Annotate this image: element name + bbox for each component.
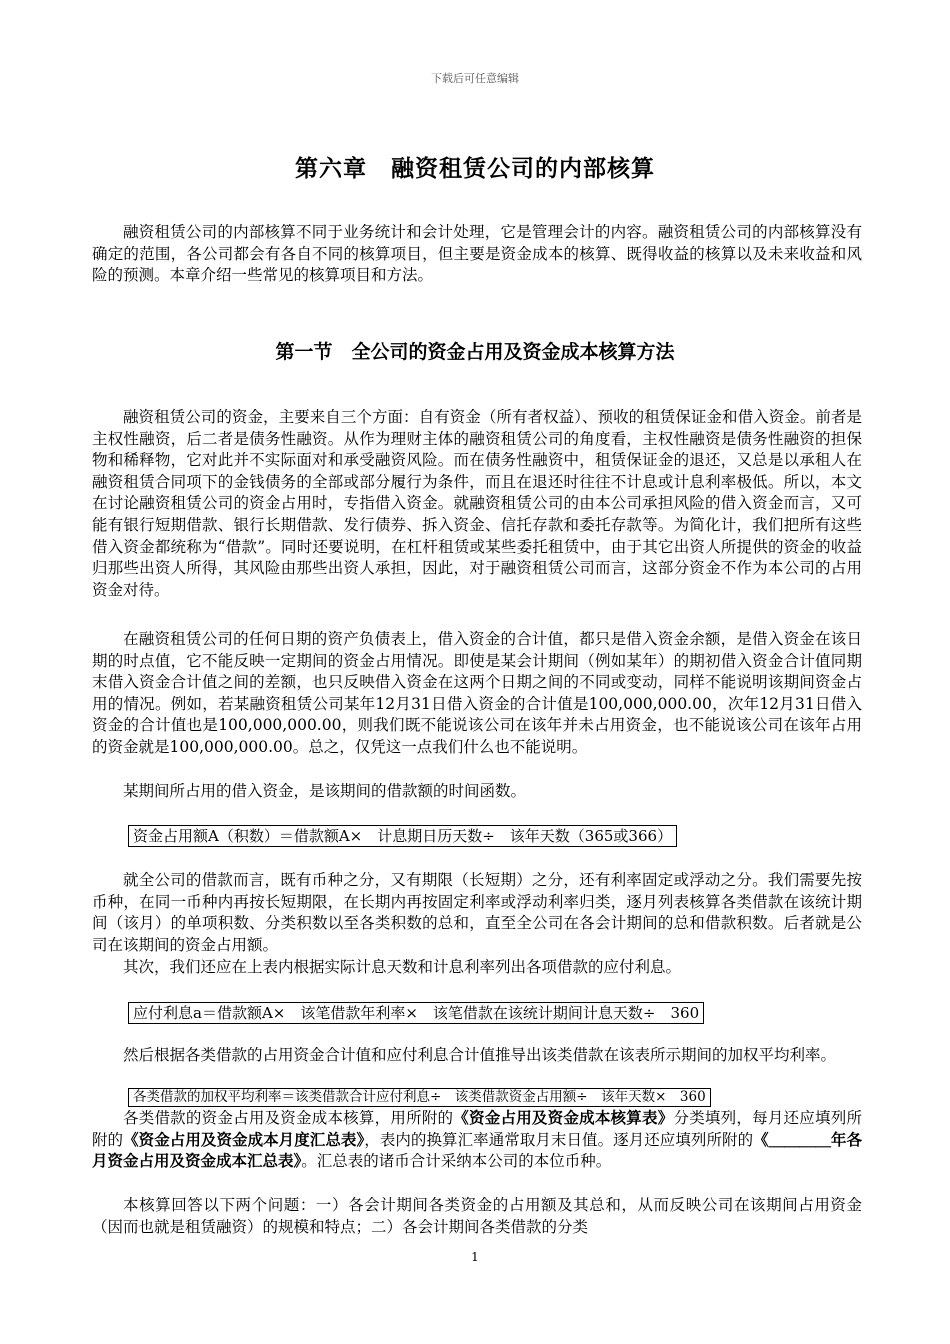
report-text-2: 分类填列，每月还应填列所附的 xyxy=(92,1109,862,1149)
formula-interest-payable: 应付利息a＝借款额A× 该笔借款年利率× 该笔借款在该统计期间计息天数÷ 360 xyxy=(128,1002,704,1024)
paragraph-weighted-rate: 然后根据各类借款的占用资金合计值和应付利息合计值推导出该类借款在该表所示期间的加权平均利率。 xyxy=(123,1046,837,1064)
paragraph-report-tables xyxy=(92,1108,862,1173)
report-text-1: 各类借款的资金占用及资金成本核算，用所附的 xyxy=(123,1109,454,1127)
formula-weighted-average-rate: 各类借款的加权平均利率＝该类借款合计应付利息÷ 该类借款资金占用额÷ 该年天数× 360 xyxy=(128,1088,711,1107)
formula-capital-occupation: 资金占用额A（积数）＝借款额A× 计息期日历天数÷ 该年天数（365或366） xyxy=(128,825,677,847)
report-text-3: ，表内的换算汇率通常取月末日值。逐月还应填列所附的 xyxy=(364,1130,754,1149)
chapter-title: 第六章 融资租赁公司的内部核算 xyxy=(295,156,655,182)
page-number: 1 xyxy=(471,1250,479,1264)
paragraph-questions: 本核算回答以下两个问题：一）各会计期间各类资金的占用额及其总和，从而反映公司在该期间占用资金（因而也就是租赁融资）的规模和特点；二）各会计期间各类借款的分类 xyxy=(92,1196,862,1236)
paragraph-interest-payable: 其次，我们还应在上表内根据实际计息天数和计息利率列出各项借款的应付利息。 xyxy=(123,958,682,976)
paragraph-funding-sources: 融资租赁公司的资金，主要来自三个方面：自有资金（所有者权益）、预收的租赁保证金和借入资金。前者是主权性融资，后二者是债务性融资。从作为理财主体的融资租赁公司的角度看，主权性融资是债务性融资的担保物和稀释物，它对此并不实际面对和承受融资风险。而在债务性融资中，租赁保证金的退还，又总是以承租人在融资租赁合同项下的金钱债务的全部或部分履行为条件，而且在退还时往往不计息或计息利率极低。所以，本文在讨论融资租赁公司的资金占用时，专指借入资金。就融资租赁公司的由本公司承担风险的借入资金而言，又可能有银行短期借款、银行长期借款、发行债券、拆入资金、信托存款和委托存款等。为简化计，我们把所有这些借入资金都统称为“借款”。同时还要说明，在杠杆租赁或某些委托租赁中，由于其它出资人所提供的资金的收益归那些出资人所得，其风险由那些出资人承担，因此，对于融资租赁公司而言，这部分资金不作为本公司的占用资金对待。 xyxy=(92,408,862,599)
intro-paragraph: 融资租赁公司的内部核算不同于业务统计和会计处理，它是管理会计的内容。融资租赁公司的内部核算没有确定的范围，各公司都会有各自不同的核算项目，但主要是资金成本的核算、既得收益的核算以及未来收益和风险的预测。本章介绍一些常见的核算项目和方法。 xyxy=(92,223,862,285)
paragraph-classification: 就全公司的借款而言，既有币种之分，又有期限（长短期）之分，还有利率固定或浮动之分。我们需要先按币种，在同一币种内再按长短期限，在长期内再按固定利率或浮动利率归类，逐月列表核算各类借款在该统计期间（该月）的单项积数、分类积数以至各类积数的总和，直至全公司在各会计期间的总和借款积数。后者就是公司在该期间的资金占用额。 xyxy=(92,871,862,954)
header-note: 下载后可任意编辑 xyxy=(431,72,519,85)
report-table-name-1: 《资金占用及资金成本核算表》 xyxy=(453,1109,674,1127)
report-table-name-2: 《资金占用及资金成本月度汇总表》 xyxy=(123,1130,365,1149)
section-title: 第一节 全公司的资金占用及资金成本核算方法 xyxy=(275,341,675,363)
paragraph-balance-sheet: 在融资租赁公司的任何日期的资产负债表上，借入资金的合计值，都只是借入资金余额，是借入资金在该日期的时点值，它不能反映一定期间的资金占用情况。即使是某会计期间（例如某年）的期初借入资金合计值同期末借入资金合计值之间的差额，也只反映借入资金在这两个日期之间的不同或变动，同样不能说明该期间资金占用的情况。例如，若某融资租赁公司某年12月31日借入资金的合计值是100,000,000.00，次年12月31日借入资金的合计值也是100,000,000.00，则我们既不能说该公司在该年并未占用资金，也不能说该公司在该年占用的资金就是100,000,000.00。总之，仅凭这一点我们什么也不能说明。 xyxy=(92,630,862,756)
report-text-4: 。汇总表的诸币合计采纳本公司的本位币种。 xyxy=(301,1152,612,1171)
report-table-name-3: 《＿＿＿＿年各月资金占用及资金成本汇总表》 xyxy=(92,1130,862,1171)
paragraph-time-function: 某期间所占用的借入资金，是该期间的借款额的时间函数。 xyxy=(123,782,527,800)
